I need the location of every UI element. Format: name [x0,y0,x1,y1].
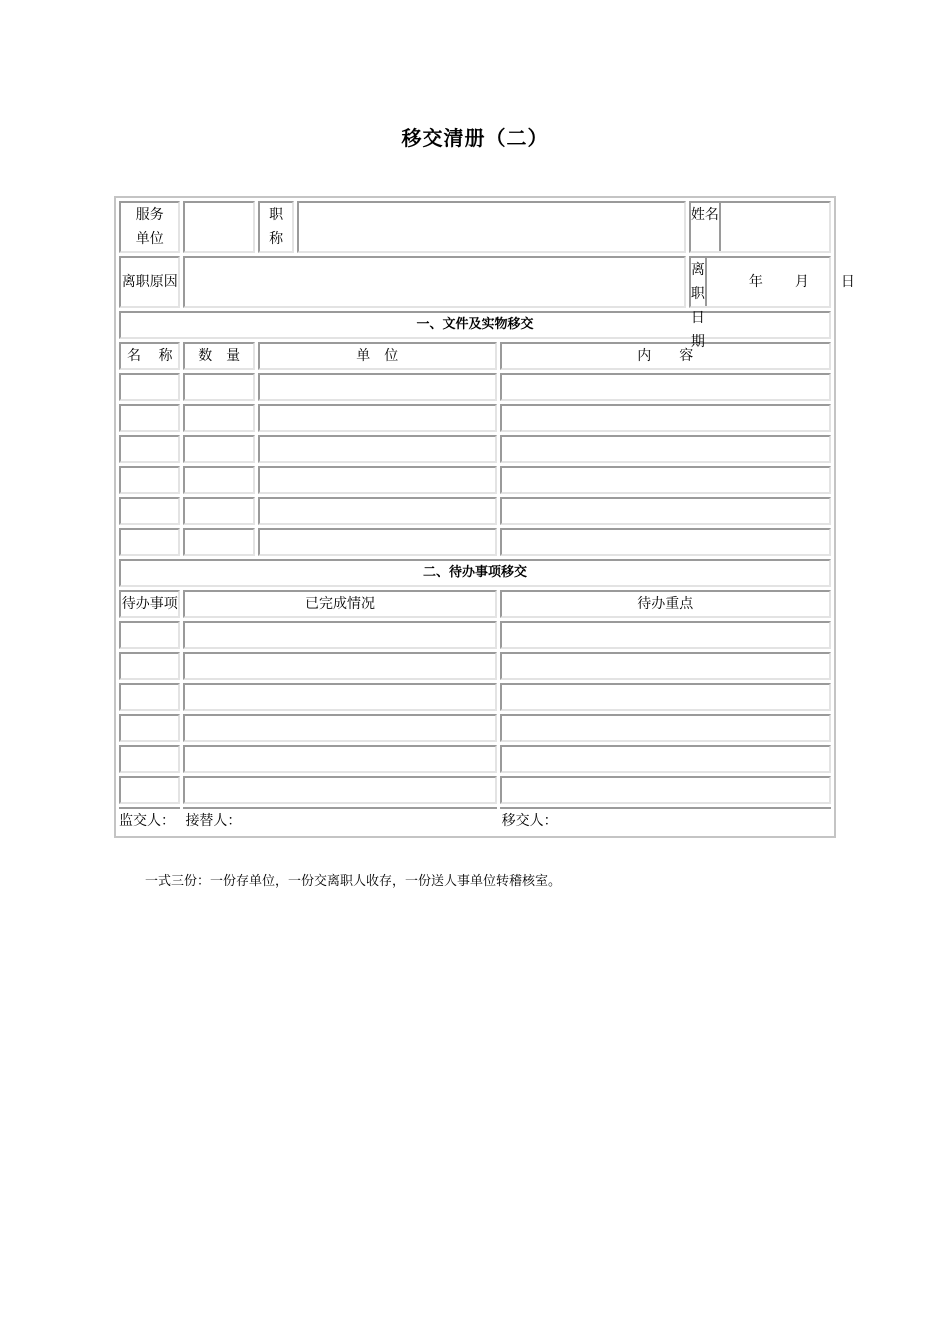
name-cell[interactable] [119,373,180,401]
done-cell[interactable] [183,621,496,649]
pending-cell[interactable] [119,652,180,680]
qty-cell[interactable] [183,497,255,525]
handover-label: 移交人： [500,807,831,833]
table-row [119,404,831,432]
name-cell[interactable] [119,466,180,494]
date-day: 日 [840,274,855,290]
date-year: 年 [748,274,763,290]
handover-form [114,196,855,838]
service-unit-field[interactable] [183,201,255,253]
col-done-header: 已完成情况 [183,590,496,618]
section1-header-row [119,342,831,370]
position-label: 职称 [258,201,294,253]
unit-cell[interactable] [258,466,497,494]
table-row [119,528,831,556]
content-cell[interactable] [500,373,831,401]
focus-cell[interactable] [500,652,831,680]
focus-cell[interactable] [500,683,831,711]
unit-cell[interactable] [258,528,497,556]
col-content-header: 内 容 [500,342,831,370]
done-cell[interactable] [183,683,496,711]
header-row-2 [119,256,831,308]
name-cell[interactable] [119,497,180,525]
date-month: 月 [794,274,809,290]
qty-cell[interactable] [183,528,255,556]
name-cell[interactable] [119,404,180,432]
successor-label: 接替人： [183,807,496,833]
focus-cell[interactable] [500,776,831,804]
col-pending-header: 待办事项 [119,590,180,618]
col-name-header: 名 称 [119,342,180,370]
qty-cell[interactable] [183,404,255,432]
unit-cell[interactable] [258,373,497,401]
col-unit-header: 单 位 [258,342,497,370]
content-cell[interactable] [500,404,831,432]
focus-cell[interactable] [500,621,831,649]
reason-field[interactable] [183,256,685,308]
col-focus-header: 待办重点 [500,590,831,618]
leave-date-label: 离职日期 [691,258,707,306]
focus-cell[interactable] [500,745,831,773]
table-row [119,373,831,401]
table-row [119,714,831,742]
name-label: 姓名 [691,203,721,251]
supervisor-label: 监交人： [119,807,180,833]
col-qty-header: 数 量 [183,342,255,370]
table-row [119,745,831,773]
unit-cell[interactable] [258,497,497,525]
unit-cell[interactable] [258,404,497,432]
name-cell[interactable] [119,435,180,463]
qty-cell[interactable] [183,466,255,494]
page-title: 移交清册（二） [401,126,549,150]
content-cell[interactable] [500,435,831,463]
focus-cell[interactable] [500,714,831,742]
content-cell[interactable] [500,497,831,525]
table-row [119,466,831,494]
pending-cell[interactable] [119,745,180,773]
table-row [119,683,831,711]
table-row [119,497,831,525]
pending-cell[interactable] [119,621,180,649]
section1-title: 一、文件及实物移交 [119,311,831,339]
pending-cell[interactable] [119,776,180,804]
table-row [119,621,831,649]
section2-title: 二、待办事项移交 [119,559,831,587]
done-cell[interactable] [183,776,496,804]
service-unit-label: 服务单位 [119,201,180,253]
unit-cell[interactable] [258,435,497,463]
pending-cell[interactable] [119,683,180,711]
reason-label: 离职原因 [119,256,180,308]
section2-title-row [119,559,831,587]
footnote: 一式三份：一份存单位，一份交离职人收存，一份送人事单位转稽核室。 [145,874,562,889]
header-row-1 [119,201,831,253]
name-cell[interactable] [119,528,180,556]
section1-title-row [119,311,831,339]
table-row [119,652,831,680]
done-cell[interactable] [183,714,496,742]
qty-cell[interactable] [183,435,255,463]
content-cell[interactable] [500,528,831,556]
section2-header-row [119,590,831,618]
position-field[interactable] [297,201,686,253]
table-row [119,776,831,804]
signature-row [119,807,831,833]
qty-cell[interactable] [183,373,255,401]
name-area [689,201,831,253]
leave-date-area [689,256,855,350]
content-cell[interactable] [500,466,831,494]
done-cell[interactable] [183,652,496,680]
table-row [119,435,831,463]
leave-date-field[interactable] [707,258,855,306]
done-cell[interactable] [183,745,496,773]
name-field[interactable] [721,203,829,251]
pending-cell[interactable] [119,714,180,742]
